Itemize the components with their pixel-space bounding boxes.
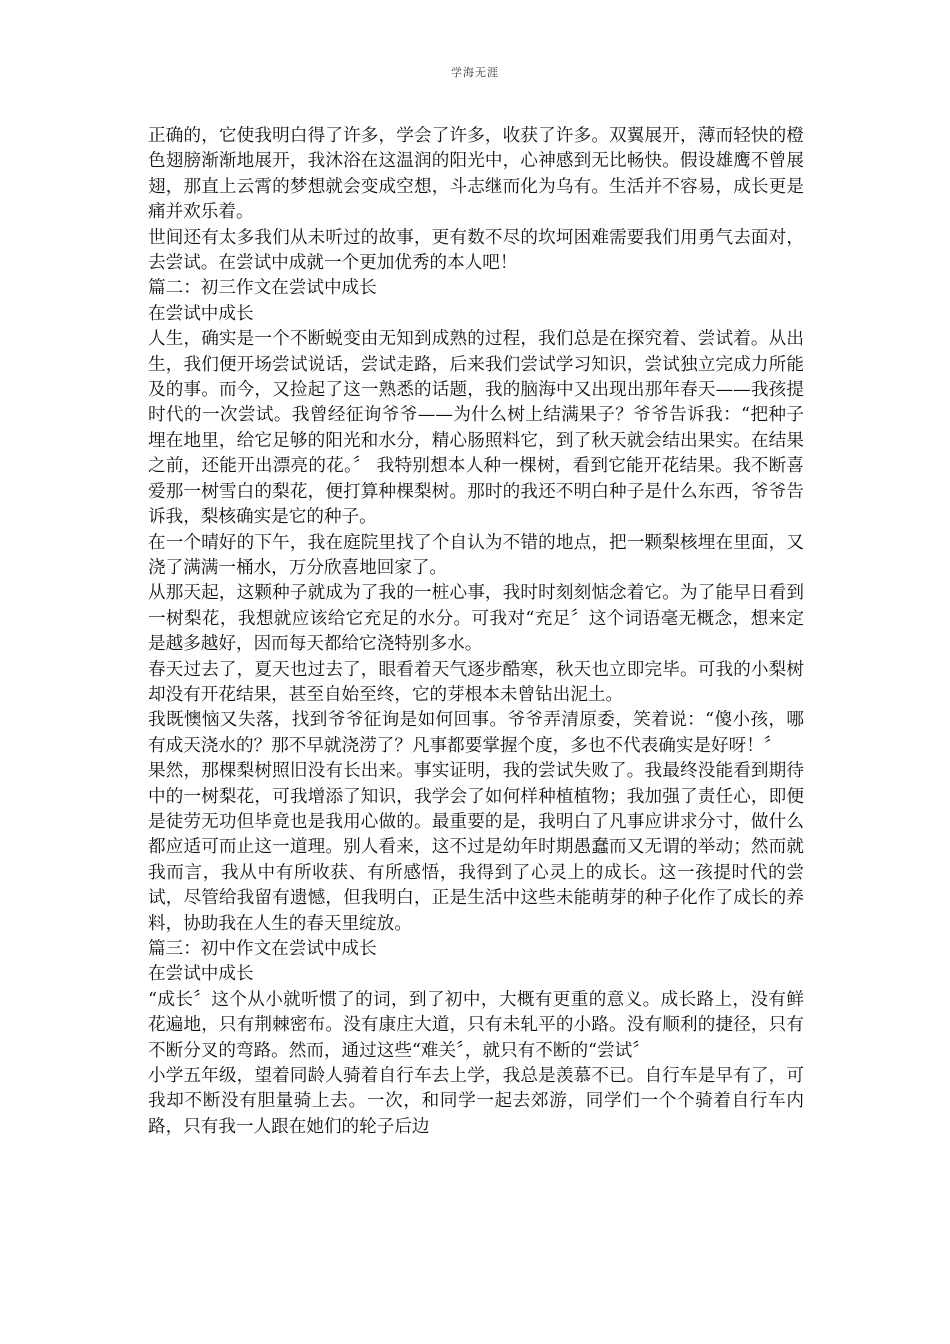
paragraph-7: 我既懊恼又失落，找到爷爷征询是如何回事。爷爷弄清原委，笑着说：“傻小孩，哪有成天浇水的？那不早就浇涝了？凡事都要掌握个度，多也不代表确实是好呀！〞 (148, 710, 804, 756)
paragraph-9: “成长〞这个从小就听惯了的词，到了初中，大概有更重的意义。成长路上，没有鲜花遍地，只有荆棘密布。没有康庄大道，只有未轧平的小路。没有顺利的捷径，只有不断分叉的弯路。然而，通过这些“难关〞，就只有不断的“尝试〞 (148, 989, 804, 1061)
paragraph-6: 春天过去了，夏天也过去了，眼看着天气逐步酷寒，秋天也立即完毕。可我的小梨树却没有开花结果，甚至自始至终，它的芽根本未曾钻出泥土。 (148, 659, 804, 705)
section-heading-2: 篇二：初三作文在尝试中成长 (148, 278, 377, 299)
paragraph-8: 果然，那棵梨树照旧没有长出来。事实证明，我的尝试失败了。我最终没能看到期待中的一树梨花，可我增添了知识，我学会了如何样种植植物；我加强了责任心，即便是徒劳无功但毕竟也是我用心做的。最重要的是，我明白了凡事应讲求分寸，做什么都应适可而止这一道理。别人看来，这不过是幼年时期愚蠢而又无谓的举动；然而就我而言，我从中有所收获、有所感悟，我得到了心灵上的成长。这一孩提时代的尝试，尽管给我留有遗憾，但我明白，正是生活中这些未能萌芽的种子化作了成长的养料，协助我在人生的春天里绽放。 (148, 761, 804, 934)
paragraph-4: 在一个晴好的下午，我在庭院里找了个自认为不错的地点，把一颗梨核埋在里面，又浇了满满一桶水，万分欣喜地回家了。 (148, 532, 804, 578)
paragraph-2: 世间还有太多我们从未听过的故事，更有数不尽的坎坷困难需要我们用勇气去面对，去尝试。在尝试中成就一个更加优秀的本人吧！ (148, 227, 804, 274)
page-header: 学海无涯 (451, 66, 499, 79)
paragraph-3: 人生，确实是一个不断蜕变由无知到成熟的过程，我们总是在探究着、尝试着。从出生，我们便开场尝试说话，尝试走路，后来我们尝试学习知识，尝试独立完成力所能及的事。而今，又捡起了这一熟悉的话题，我的脑海中又出现出那年春天——我孩提时代的一次尝试。我曾经征询爷爷——为什么树上结满果子？爷爷告诉我：“把种子埋在地里，给它足够的阳光和水分，精心肠照料它，到了秋天就会结出果实。在结果之前，还能开出漂亮的花。〞 我特别想本人种一棵树，看到它能开花结果。我不断喜爱那一树雪白的梨花，便打算种棵梨树。那时的我还不明白种子是什么东西，爷爷告诉我，梨核确实是它的种子。 (148, 329, 804, 528)
section-subtitle-2: 在尝试中成长 (148, 303, 254, 324)
paragraph-5: 从那天起，这颗种子就成为了我的一桩心事，我时时刻刻惦念着它。为了能早日看到一树梨花，我想就应该给它充足的水分。可我对“充足〞这个词语毫无概念，想来定是越多越好，因而每天都给它浇特别多水。 (148, 583, 804, 655)
document-body (148, 124, 804, 1140)
paragraph-1: 正确的，它使我明白得了许多，学会了许多，收获了许多。双翼展开，薄而轻快的橙色翅膀渐渐地展开，我沐浴在这温润的阳光中，心神感到无比畅快。假设雄鹰不曾展翅，那直上云霄的梦想就会变成空想，斗志继而化为乌有。生活并不容易，成长更是痛并欢乐着。 (148, 126, 804, 223)
section-subtitle-3: 在尝试中成长 (148, 964, 254, 985)
paragraph-10: 小学五年级，望着同龄人骑着自行车去上学，我总是羡慕不已。自行车是早有了，可我却不断没有胆量骑上去。一次，和同学一起去郊游，同学们一个个骑着自行车内路，只有我一人跟在她们的轮子后边 (148, 1066, 804, 1137)
section-heading-3: 篇三：初中作文在尝试中成长 (148, 939, 377, 959)
